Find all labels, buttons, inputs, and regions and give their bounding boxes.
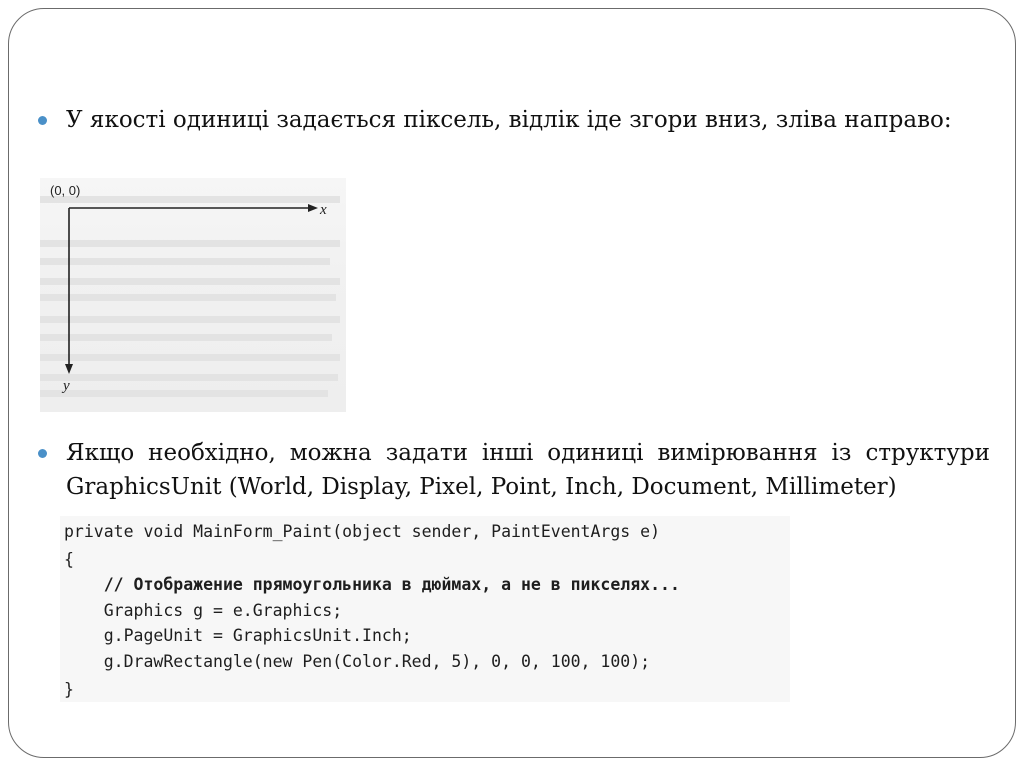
origin-label: (0, 0) — [50, 183, 81, 198]
y-axis-arrow-icon — [65, 364, 73, 374]
code-comment-line: // Отображение прямоугольника в дюймах, а не в пикселях... — [64, 575, 680, 594]
code-line: { — [64, 550, 74, 569]
code-line: g.PageUnit = GraphicsUnit.Inch; — [64, 626, 412, 645]
code-line: private void MainForm_Paint(object sender, PaintEventArgs e) — [64, 522, 661, 541]
code-line: Graphics g = e.Graphics; — [64, 601, 343, 620]
bullet-icon — [38, 449, 47, 458]
code-sample — [60, 516, 790, 702]
axes-graphic — [40, 178, 346, 412]
bullet-text-graphics-unit: Якщо необхідно, можна задати інші одиниці вимірювання із структури GraphicsUnit (World, Display, Pixel, Point, Inch, Document, Millimeter) — [66, 440, 990, 500]
y-axis-label: y — [63, 378, 70, 394]
code-line: g.DrawRectangle(new Pen(Color.Red, 5), 0, 0, 100, 100); — [64, 652, 651, 671]
bullet-text-pixel-unit: У якості одиниці задається піксель, відлік іде згори вниз, зліва направо: — [66, 107, 952, 133]
code-line: } — [64, 680, 74, 699]
x-axis-arrow-icon — [308, 204, 318, 212]
coordinate-diagram — [40, 178, 346, 412]
bullet-icon — [38, 116, 47, 125]
x-axis-label: x — [320, 202, 327, 218]
